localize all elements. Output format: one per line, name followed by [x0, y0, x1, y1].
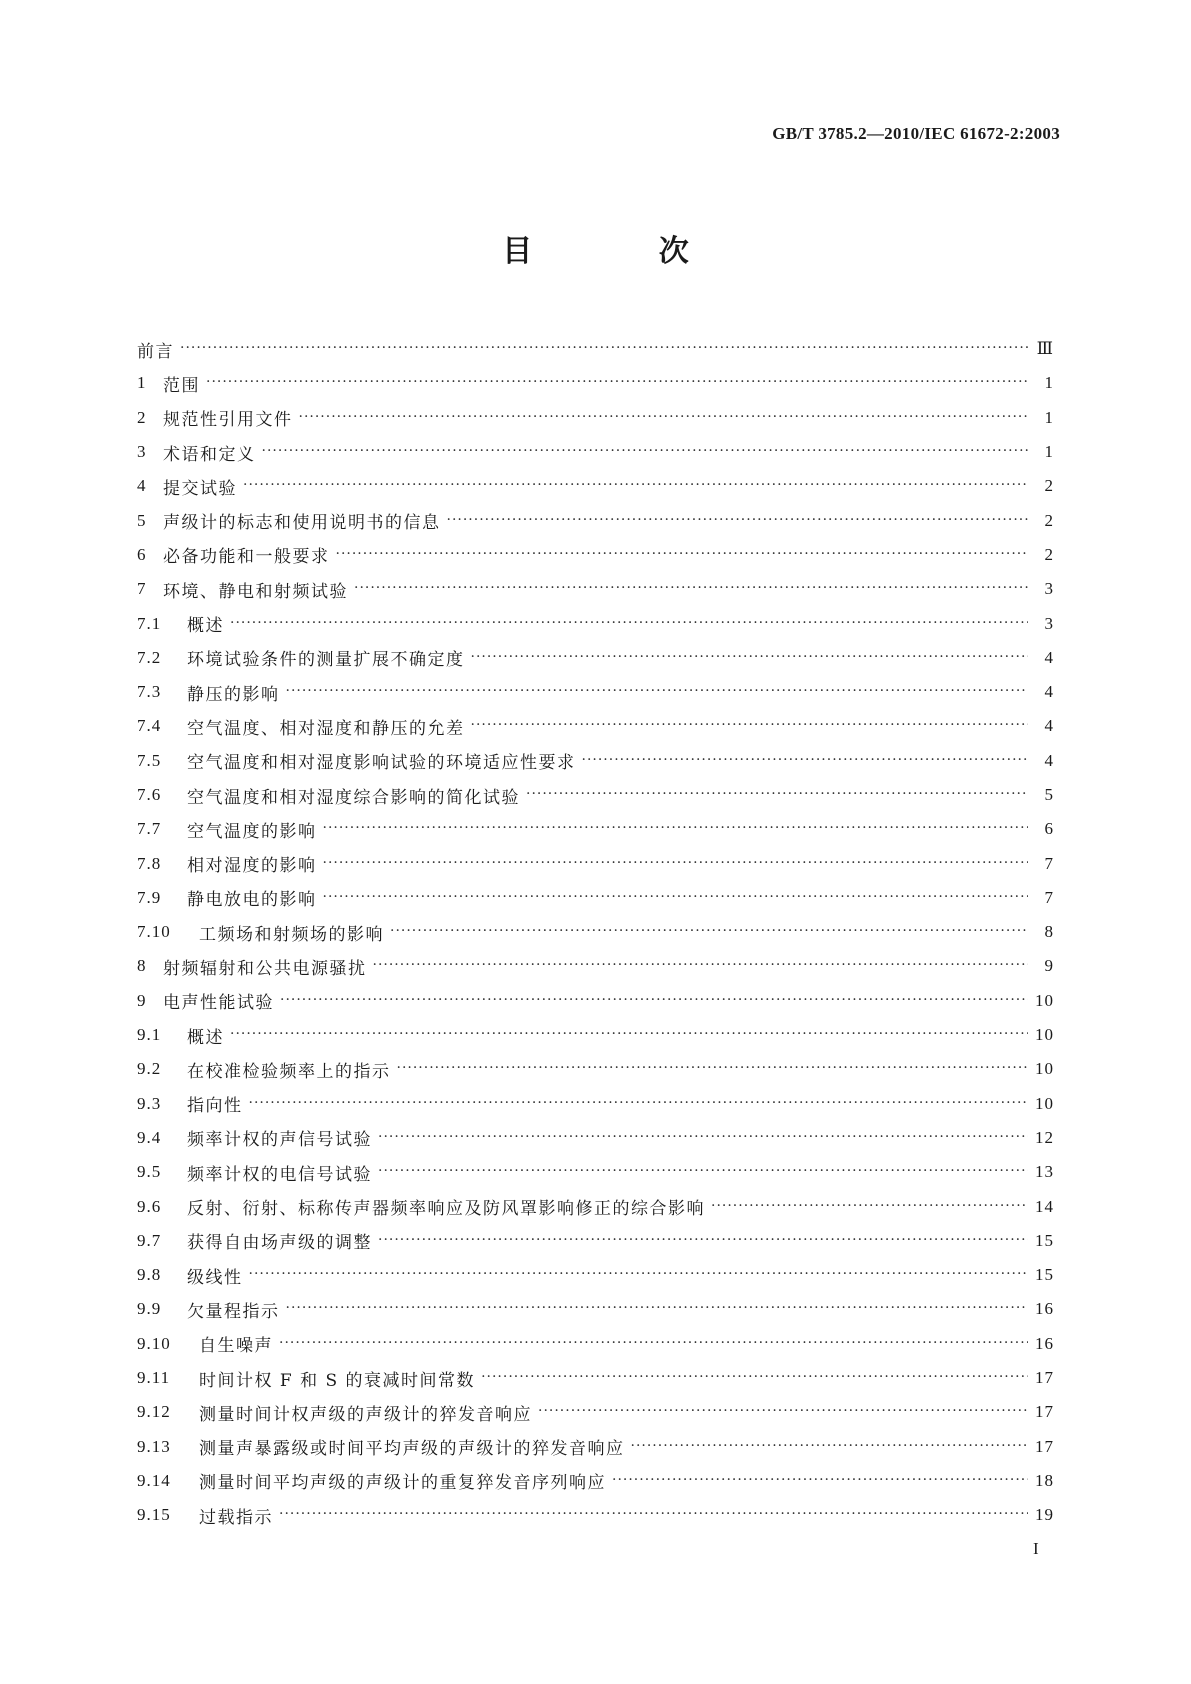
toc-entry[interactable] [137, 846, 1054, 880]
toc-entry-title: 静电放电的影响 [187, 890, 317, 911]
toc-leader-dots [323, 855, 1029, 871]
toc-leader-dots [378, 1163, 1028, 1179]
toc-entry-page: Ⅲ [1036, 339, 1054, 359]
toc-entry-title: 提交试验 [163, 478, 237, 499]
toc-entry[interactable] [137, 744, 1054, 778]
toc-entry-title: 测量时间计权声级的声级计的猝发音响应 [199, 1404, 532, 1425]
toc-leader-dots [180, 340, 1028, 356]
toc-entry-number: 6 [137, 544, 147, 564]
toc-entry[interactable] [137, 606, 1054, 640]
toc-entry-title: 指向性 [187, 1096, 243, 1117]
toc-entry-title: 欠量程指示 [187, 1301, 280, 1322]
toc-entry[interactable] [137, 1498, 1054, 1532]
toc-leader-dots [538, 1403, 1028, 1419]
toc-entry-title: 级线性 [187, 1267, 243, 1288]
toc-entry-title: 概述 [187, 1027, 224, 1048]
toc-leader-dots [230, 1026, 1028, 1042]
toc-entry-number: 9 [137, 990, 147, 1010]
toc-entry-number: 7.10 [137, 922, 171, 942]
toc-entry-page: 4 [1044, 750, 1054, 770]
toc-leader-dots [323, 820, 1029, 836]
toc-entry-number: 9.8 [137, 1265, 162, 1285]
toc-leader-dots [397, 1060, 1029, 1076]
toc-entry-page: 15 [1035, 1265, 1054, 1285]
toc-entry-title: 频率计权的电信号试验 [187, 1164, 372, 1185]
toc-leader-dots [354, 580, 1028, 596]
toc-entry[interactable] [137, 915, 1054, 949]
toc-entry-title: 在校准检验频率上的指示 [187, 1061, 391, 1082]
toc-entry-page: 3 [1044, 579, 1054, 599]
toc-entry-title: 射频辐射和公共电源骚扰 [163, 958, 367, 979]
toc-entry-title: 静压的影响 [187, 684, 280, 705]
toc-entry-number: 9.1 [137, 1025, 162, 1045]
page-title: 目 次 [502, 234, 747, 269]
toc-entry-title: 频率计权的声信号试验 [187, 1130, 372, 1151]
toc-entry[interactable] [137, 709, 1054, 743]
toc-entry-page: 1 [1044, 407, 1054, 427]
toc-leader-dots [279, 1335, 1028, 1351]
toc-entry-number: 7 [137, 579, 147, 599]
toc-entry-page: 10 [1035, 1093, 1054, 1113]
toc-entry[interactable] [137, 401, 1054, 435]
toc-entry-number: 9.4 [137, 1127, 162, 1147]
toc-entry-number: 1 [137, 373, 147, 393]
toc-entry[interactable] [137, 1292, 1054, 1326]
toc-leader-dots [336, 546, 1029, 562]
page-number: I [1033, 1539, 1039, 1558]
toc-entry-number: 9.5 [137, 1162, 162, 1182]
toc-entry[interactable] [137, 1052, 1054, 1086]
toc-leader-dots [262, 443, 1029, 459]
toc-entry[interactable] [137, 812, 1054, 846]
table-of-contents [137, 332, 1054, 1532]
toc-entry-title: 工频场和射频场的影响 [199, 924, 384, 945]
toc-leader-dots [582, 752, 1029, 768]
toc-entry-title: 过载指示 [199, 1507, 273, 1528]
toc-entry-page: 17 [1035, 1436, 1054, 1456]
toc-entry-number: 9.6 [137, 1196, 162, 1216]
toc-entry-number: 9.2 [137, 1059, 162, 1079]
toc-entry-number: 2 [137, 407, 147, 427]
toc-entry[interactable] [137, 332, 1054, 366]
toc-entry-number: 7.3 [137, 682, 162, 702]
toc-entry-page: 18 [1035, 1470, 1054, 1490]
toc-entry-title: 测量时间平均声级的声级计的重复猝发音序列响应 [199, 1473, 606, 1494]
toc-entry-title: 空气温度和相对湿度影响试验的环境适应性要求 [187, 753, 576, 774]
toc-entry-number: 7.6 [137, 785, 162, 804]
toc-entry-title: 声级计的标志和使用说明书的信息 [163, 513, 441, 534]
toc-entry-page: 6 [1044, 819, 1054, 839]
toc-entry[interactable] [137, 469, 1054, 503]
toc-entry-page: 16 [1035, 1299, 1054, 1319]
toc-entry-number: 9.11 [137, 1368, 171, 1388]
toc-leader-dots [471, 717, 1029, 733]
toc-entry[interactable] [137, 1430, 1054, 1464]
toc-leader-dots [447, 512, 1029, 528]
toc-entry-number: 9.14 [137, 1470, 171, 1490]
toc-entry-page: 4 [1044, 716, 1054, 736]
toc-leader-dots [206, 374, 1028, 390]
toc-entry[interactable] [137, 778, 1054, 812]
toc-entry[interactable] [137, 572, 1054, 606]
toc-entry-page: 15 [1035, 1230, 1054, 1250]
toc-leader-dots [711, 1198, 1028, 1214]
toc-leader-dots [279, 1506, 1028, 1522]
toc-entry-title: 电声性能试验 [163, 993, 274, 1014]
toc-entry[interactable] [137, 366, 1054, 400]
toc-entry-number: 9.13 [137, 1436, 171, 1456]
toc-entry-page: 13 [1035, 1162, 1054, 1182]
toc-entry[interactable] [137, 1258, 1054, 1292]
toc-entry-page: 4 [1044, 647, 1054, 667]
toc-entry-page: 19 [1035, 1505, 1054, 1525]
toc-entry-title: 获得自由场声级的调整 [187, 1233, 372, 1254]
toc-entry-page: 4 [1044, 682, 1054, 702]
toc-entry-number: 7.4 [137, 716, 162, 736]
toc-entry-page: 12 [1035, 1127, 1054, 1147]
toc-entry-number: 3 [137, 442, 147, 462]
toc-entry-page: 2 [1044, 510, 1054, 530]
toc-entry-number: 5 [137, 510, 147, 530]
toc-entry-page: 10 [1035, 1025, 1054, 1045]
toc-leader-dots [249, 1266, 1029, 1282]
toc-entry[interactable] [137, 1361, 1054, 1395]
toc-entry-number: 9.7 [137, 1230, 162, 1250]
toc-entry[interactable] [137, 1224, 1054, 1258]
toc-leader-dots [471, 649, 1029, 665]
toc-entry-page: 10 [1035, 1059, 1054, 1079]
toc-entry-title: 时间计权 F 和 S 的衰减时间常数 [199, 1370, 476, 1391]
toc-entry[interactable] [137, 984, 1054, 1018]
toc-leader-dots [230, 615, 1028, 631]
toc-entry-number: 7.1 [137, 613, 162, 633]
toc-entry-title: 空气温度和相对湿度综合影响的简化试验 [187, 787, 520, 808]
toc-entry[interactable] [137, 1121, 1054, 1155]
toc-entry-page: 5 [1044, 785, 1054, 804]
toc-entry[interactable] [137, 435, 1054, 469]
toc-entry-title: 必备功能和一般要求 [163, 547, 330, 568]
toc-entry-page: 17 [1035, 1368, 1054, 1388]
toc-entry-title: 术语和定义 [163, 444, 256, 465]
toc-entry-page: 2 [1044, 476, 1054, 496]
toc-entry-number: 7.7 [137, 819, 162, 839]
toc-entry-title: 反射、衍射、标称传声器频率响应及防风罩影响修正的综合影响 [187, 1199, 705, 1220]
toc-entry[interactable] [137, 1464, 1054, 1498]
toc-entry-number: 7.8 [137, 853, 162, 873]
toc-leader-dots [243, 477, 1028, 493]
toc-entry[interactable] [137, 1327, 1054, 1361]
toc-entry-number: 9.15 [137, 1505, 171, 1525]
toc-entry-number: 7.9 [137, 887, 162, 907]
toc-leader-dots [631, 1438, 1029, 1454]
toc-leader-dots [612, 1472, 1028, 1488]
toc-entry-page: 7 [1044, 887, 1054, 907]
toc-entry-title: 空气温度、相对湿度和静压的允差 [187, 718, 465, 739]
toc-entry-title: 前言 [137, 341, 174, 362]
standard-code: GB/T 3785.2—2010/IEC 61672-2:2003 [772, 124, 1060, 143]
toc-entry[interactable] [137, 503, 1054, 537]
toc-leader-dots [323, 889, 1029, 905]
toc-leader-dots [378, 1232, 1028, 1248]
toc-entry-number: 9.10 [137, 1333, 171, 1353]
toc-entry-title: 概述 [187, 616, 224, 637]
toc-entry-number: 9.3 [137, 1093, 162, 1113]
toc-entry-number: 9.12 [137, 1402, 171, 1422]
toc-entry-number: 9.9 [137, 1299, 162, 1319]
toc-entry[interactable] [137, 881, 1054, 915]
toc-entry-page: 17 [1035, 1402, 1054, 1422]
toc-leader-dots [526, 786, 1028, 802]
toc-leader-dots [373, 957, 1029, 973]
toc-entry[interactable] [137, 1087, 1054, 1121]
toc-leader-dots [249, 1095, 1029, 1111]
toc-entry-page: 1 [1044, 442, 1054, 462]
toc-entry-number: 4 [137, 476, 147, 496]
toc-entry-title: 测量声暴露级或时间平均声级的声级计的猝发音响应 [199, 1439, 625, 1460]
toc-entry[interactable] [137, 538, 1054, 572]
toc-entry-title: 环境试验条件的测量扩展不确定度 [187, 650, 465, 671]
toc-entry-page: 7 [1044, 853, 1054, 873]
toc-leader-dots [390, 923, 1028, 939]
toc-entry-title: 相对湿度的影响 [187, 856, 317, 877]
toc-entry-page: 1 [1044, 373, 1054, 393]
toc-entry-number: 8 [137, 956, 147, 976]
toc-entry-page: 9 [1044, 956, 1054, 976]
toc-entry[interactable] [137, 1395, 1054, 1429]
toc-leader-dots [481, 1369, 1028, 1385]
toc-leader-dots [286, 683, 1029, 699]
toc-entry-page: 3 [1044, 613, 1054, 633]
toc-leader-dots [299, 409, 1029, 425]
toc-leader-dots [280, 992, 1028, 1008]
toc-entry-page: 16 [1035, 1333, 1054, 1353]
toc-entry-page: 8 [1044, 922, 1054, 942]
toc-entry-number: 7.5 [137, 750, 162, 770]
toc-leader-dots [286, 1300, 1029, 1316]
toc-entry[interactable] [137, 949, 1054, 983]
toc-entry-number: 7.2 [137, 647, 162, 667]
toc-entry-title: 规范性引用文件 [163, 410, 293, 431]
toc-entry[interactable] [137, 1189, 1054, 1223]
toc-leader-dots [378, 1129, 1028, 1145]
toc-entry-page: 10 [1035, 990, 1054, 1010]
toc-entry-title: 自生噪声 [199, 1336, 273, 1357]
toc-entry[interactable] [137, 675, 1054, 709]
toc-entry-title: 范围 [163, 375, 200, 396]
toc-entry[interactable] [137, 1018, 1054, 1052]
toc-entry-page: 14 [1035, 1196, 1054, 1216]
toc-entry-title: 环境、静电和射频试验 [163, 581, 348, 602]
toc-entry[interactable] [137, 641, 1054, 675]
toc-entry[interactable] [137, 1155, 1054, 1189]
toc-entry-page: 2 [1044, 544, 1054, 564]
toc-entry-title: 空气温度的影响 [187, 821, 317, 842]
